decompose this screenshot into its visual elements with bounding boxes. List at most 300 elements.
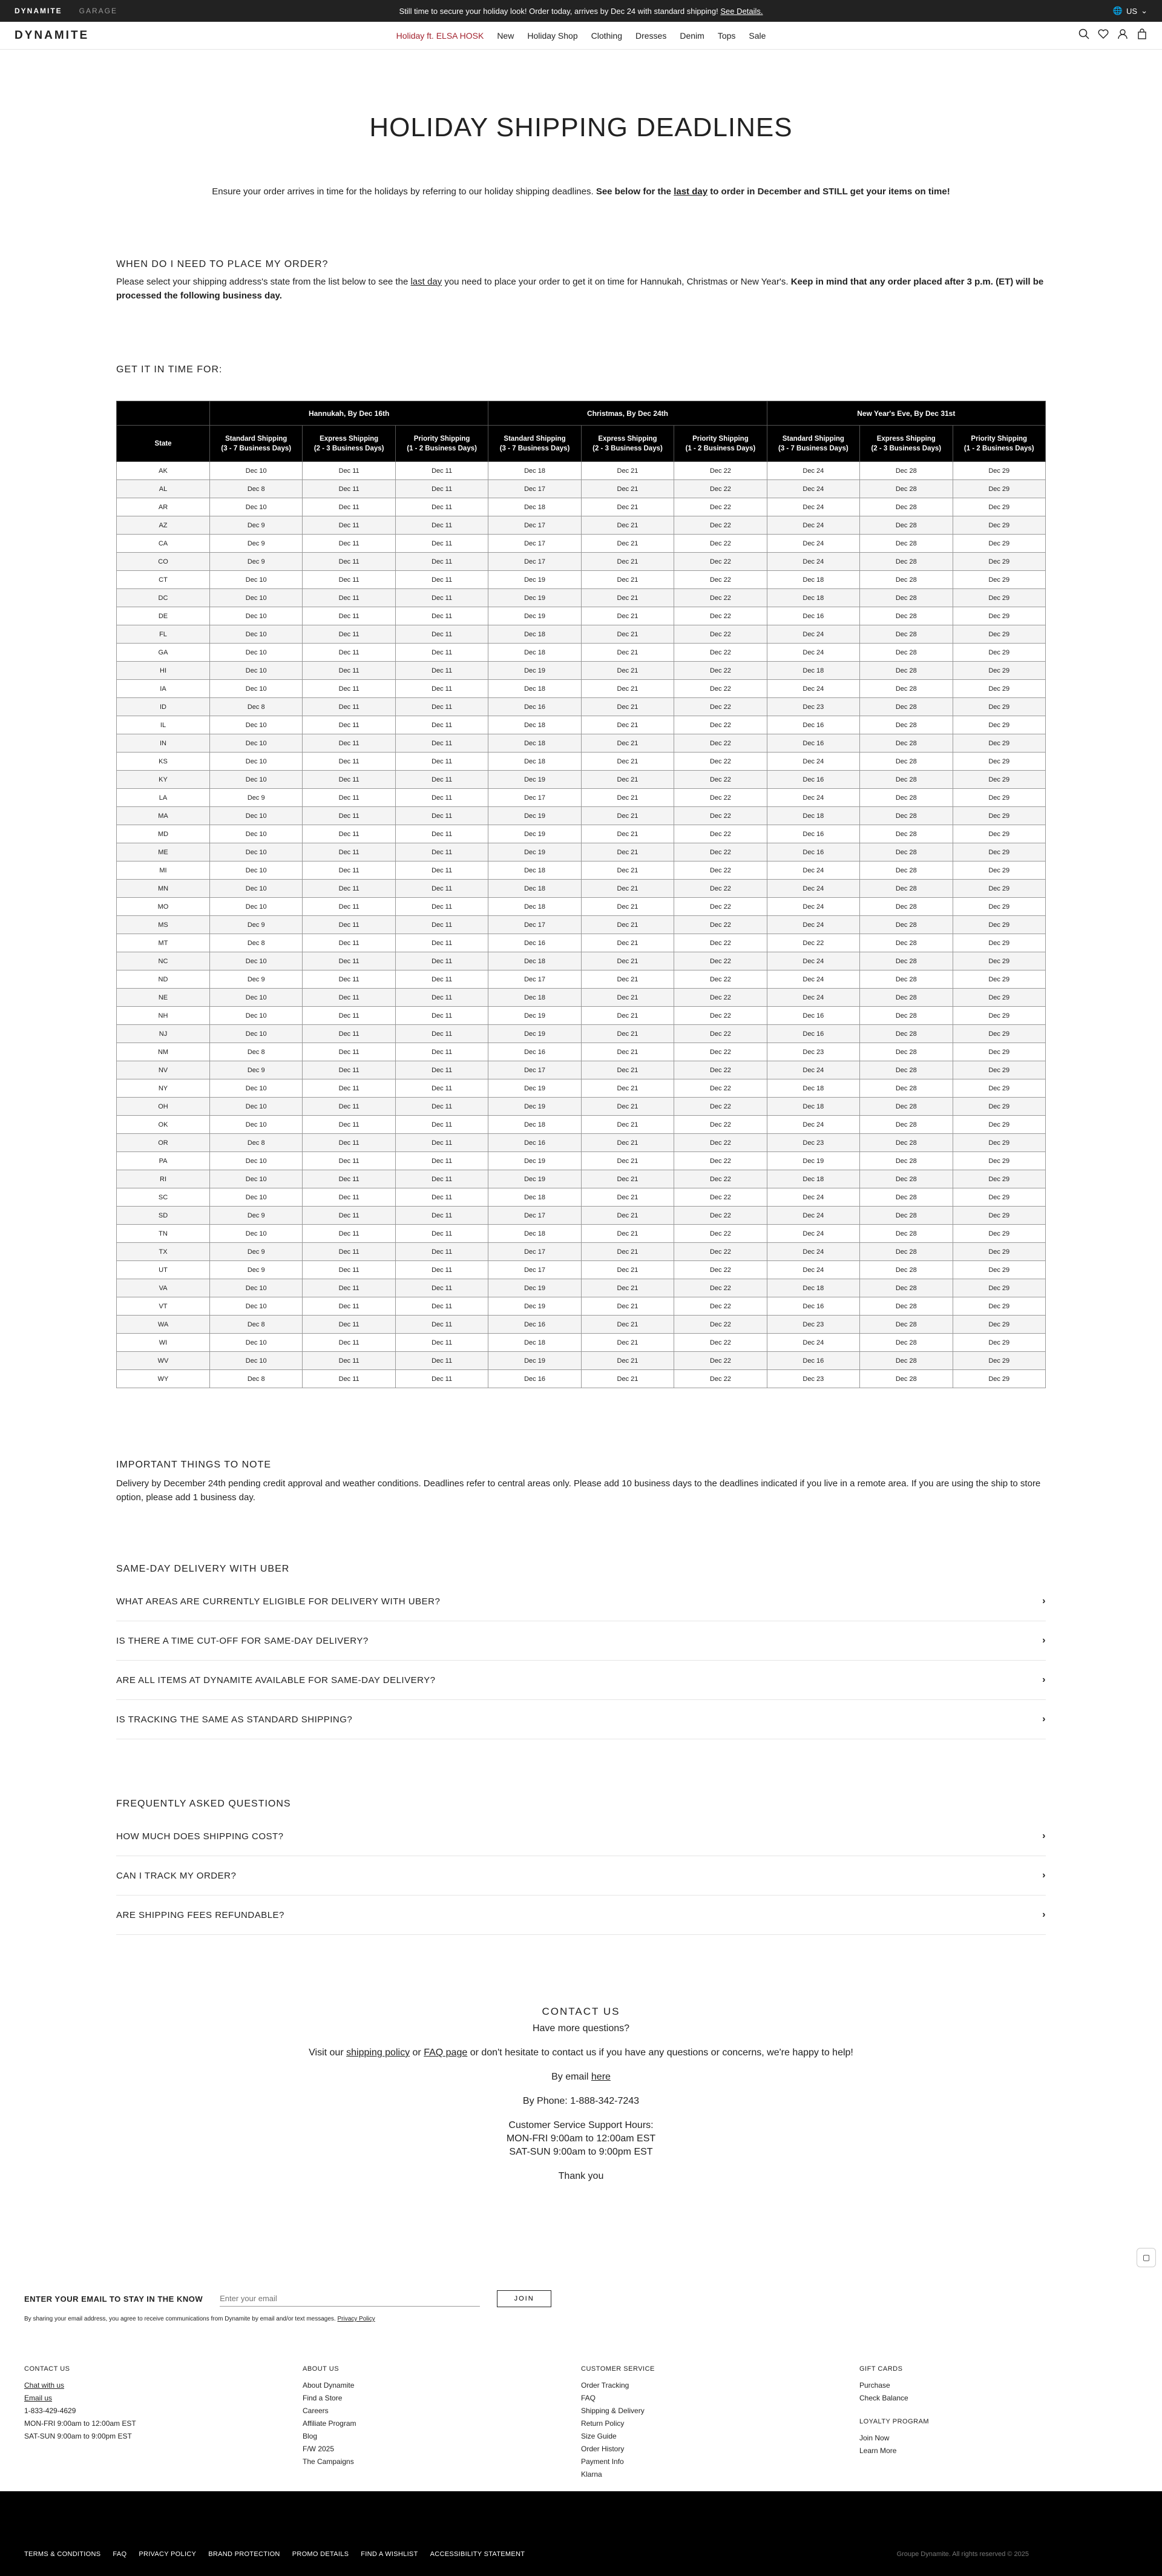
notes-heading: IMPORTANT THINGS TO NOTE — [116, 1460, 272, 1470]
deadline-cell: Dec 10 — [210, 1225, 303, 1243]
deadline-cell: Dec 11 — [395, 916, 488, 934]
deadline-cell: Dec 10 — [210, 644, 303, 662]
deadline-cell: Dec 21 — [581, 625, 674, 644]
footer-col-about — [303, 2363, 581, 2481]
deadline-cell: Dec 29 — [953, 589, 1046, 607]
footer-service-link[interactable]: Order Tracking — [581, 2381, 629, 2390]
brand-dynamite-link[interactable]: DYNAMITE — [15, 7, 62, 15]
deadline-cell: Dec 9 — [210, 516, 303, 535]
nav-item-denim[interactable]: Denim — [680, 30, 704, 41]
deadline-cell: Dec 22 — [674, 1370, 767, 1388]
deadline-cell: Dec 28 — [860, 1116, 953, 1134]
deadline-cell: Dec 22 — [674, 825, 767, 843]
account-icon[interactable] — [1117, 28, 1128, 42]
table-row — [117, 970, 1046, 989]
footer-service-link[interactable]: Klarna — [581, 2470, 602, 2479]
footer-gift-link[interactable]: Check Balance — [859, 2394, 908, 2402]
deadline-cell: Dec 19 — [488, 1297, 581, 1316]
main-nav — [0, 28, 1162, 42]
shipping-method-name: Standard Shipping — [782, 435, 844, 443]
deadline-cell: Dec 28 — [860, 771, 953, 789]
footer-about-link[interactable]: About Dynamite — [303, 2381, 355, 2390]
deadline-cell: Dec 29 — [953, 1279, 1046, 1297]
email-here-link[interactable]: here — [591, 2072, 611, 2082]
deadline-cell: Dec 10 — [210, 1007, 303, 1025]
deadline-cell: Dec 18 — [488, 952, 581, 970]
deadline-cell: Dec 11 — [303, 1297, 395, 1316]
deadline-cell: Dec 10 — [210, 898, 303, 916]
deadline-cell: Dec 10 — [210, 462, 303, 480]
deadline-cell: Dec 11 — [395, 989, 488, 1007]
deadline-cell: Dec 28 — [860, 989, 953, 1007]
legal-link[interactable]: FIND A WISHLIST — [361, 2551, 418, 2558]
locale-selector[interactable] — [1113, 6, 1147, 16]
shipping-method-name: Express Shipping — [320, 435, 379, 443]
deadline-cell: Dec 22 — [674, 1025, 767, 1043]
deadline-cell: Dec 22 — [674, 1261, 767, 1279]
promo-details-link[interactable]: See Details. — [720, 6, 763, 16]
deadline-cell: Dec 22 — [674, 771, 767, 789]
intro-bold-part-2: to order in December and STILL get your items on time! — [710, 186, 950, 197]
nav-item-tops[interactable]: Tops — [717, 30, 736, 41]
deadline-cell: Dec 22 — [674, 644, 767, 662]
deadline-cell: Dec 10 — [210, 662, 303, 680]
deadline-cell: Dec 24 — [767, 1061, 859, 1079]
deadline-cell: Dec 11 — [303, 898, 395, 916]
deadline-cell: Dec 29 — [953, 571, 1046, 589]
footer-hours-weekday: MON-FRI 9:00am to 12:00am EST — [24, 2419, 136, 2428]
faq-accordion-item[interactable] — [116, 1661, 1046, 1700]
deadline-cell: Dec 11 — [303, 789, 395, 807]
deadline-cell: Dec 10 — [210, 589, 303, 607]
deadline-cell: Dec 29 — [953, 843, 1046, 861]
state-cell: MS — [117, 916, 210, 934]
deadline-cell: Dec 11 — [303, 462, 395, 480]
shipping-method-header — [860, 426, 953, 462]
deadline-cell: Dec 11 — [395, 880, 488, 898]
table-row — [117, 716, 1046, 734]
shipping-method-days: (1 - 2 Business Days) — [407, 444, 477, 452]
table-row — [117, 952, 1046, 970]
uber-faq-section — [116, 1564, 1046, 1739]
legal-bar — [0, 2491, 1162, 2576]
deadline-cell: Dec 22 — [674, 589, 767, 607]
deadline-cell: Dec 10 — [210, 753, 303, 771]
footer-service-link[interactable]: FAQ — [581, 2394, 596, 2402]
deadline-cell: Dec 29 — [953, 1261, 1046, 1279]
deadline-cell: Dec 22 — [674, 1170, 767, 1188]
copyright: Groupe Dynamite. All rights reserved © 2025 — [896, 2551, 1029, 2558]
footer-email-link[interactable]: Email us — [24, 2394, 53, 2402]
deadline-cell: Dec 29 — [953, 1007, 1046, 1025]
deadline-cell: Dec 11 — [303, 1370, 395, 1388]
shipping-method-days: (3 - 7 Business Days) — [221, 444, 292, 452]
contact-subtitle: Have more questions? — [532, 2023, 630, 2034]
table-row — [117, 1098, 1046, 1116]
deadline-cell: Dec 29 — [953, 680, 1046, 698]
deadline-cell: Dec 19 — [488, 771, 581, 789]
deadline-cell: Dec 21 — [581, 1334, 674, 1352]
deadline-cell: Dec 28 — [860, 1243, 953, 1261]
table-row — [117, 462, 1046, 480]
deadline-cell: Dec 16 — [767, 716, 859, 734]
table-row — [117, 480, 1046, 498]
search-icon[interactable] — [1078, 28, 1089, 42]
deadline-cell: Dec 11 — [395, 898, 488, 916]
deadline-cell: Dec 18 — [767, 571, 859, 589]
page-title: HOLIDAY SHIPPING DEADLINES — [369, 113, 793, 142]
deadline-cell: Dec 29 — [953, 1297, 1046, 1316]
deadline-cell: Dec 10 — [210, 989, 303, 1007]
table-row — [117, 1279, 1046, 1297]
deadline-cell: Dec 11 — [395, 843, 488, 861]
contact-visit-part-1: Visit our — [309, 2047, 344, 2058]
deadline-cell: Dec 10 — [210, 807, 303, 825]
shipping-method-header — [303, 426, 395, 462]
deadline-cell: Dec 29 — [953, 952, 1046, 970]
deadline-cell: Dec 29 — [953, 462, 1046, 480]
deadline-cell: Dec 29 — [953, 989, 1046, 1007]
legal-link[interactable]: PRIVACY POLICY — [139, 2551, 197, 2558]
table-row — [117, 516, 1046, 535]
deadline-cell: Dec 23 — [767, 1134, 859, 1152]
state-cell: NV — [117, 1061, 210, 1079]
deadline-cell: Dec 18 — [488, 498, 581, 516]
deadline-cell: Dec 29 — [953, 861, 1046, 880]
deadline-cell: Dec 28 — [860, 1370, 953, 1388]
deadline-cell: Dec 18 — [767, 1170, 859, 1188]
deadline-cell: Dec 21 — [581, 843, 674, 861]
deadline-cell: Dec 22 — [674, 970, 767, 989]
faq-accordion-item[interactable] — [116, 1817, 1046, 1856]
deadline-cell: Dec 8 — [210, 1134, 303, 1152]
deadline-cell: Dec 10 — [210, 607, 303, 625]
footer-service-link[interactable]: Shipping & Delivery — [581, 2406, 645, 2415]
deadline-cell: Dec 17 — [488, 480, 581, 498]
deadline-cell: Dec 22 — [674, 498, 767, 516]
deadline-cell: Dec 29 — [953, 1370, 1046, 1388]
deadline-cell: Dec 21 — [581, 498, 674, 516]
footer-loyalty-link[interactable]: Join Now — [859, 2434, 890, 2442]
contact-phone: By Phone: 1-888-342-7243 — [522, 2096, 640, 2106]
state-cell: NH — [117, 1007, 210, 1025]
deadline-cell: Dec 29 — [953, 1061, 1046, 1079]
state-cell: IA — [117, 680, 210, 698]
locale-label: US — [1126, 6, 1138, 16]
deadline-cell: Dec 10 — [210, 716, 303, 734]
deadline-cell: Dec 28 — [860, 462, 953, 480]
deadline-cell: Dec 18 — [488, 680, 581, 698]
deadline-cell: Dec 22 — [674, 1243, 767, 1261]
table-row — [117, 843, 1046, 861]
nav-item-new[interactable]: New — [497, 30, 514, 41]
deadline-cell: Dec 22 — [674, 843, 767, 861]
deadline-cell: Dec 11 — [395, 480, 488, 498]
legal-link[interactable]: BRAND PROTECTION — [208, 2551, 280, 2558]
deadline-cell: Dec 24 — [767, 970, 859, 989]
nav-item-holiday-elsa[interactable]: Holiday ft. ELSA HOSK — [396, 30, 484, 41]
footer-about-link[interactable]: Careers — [303, 2406, 329, 2415]
deadline-cell: Dec 21 — [581, 553, 674, 571]
chevron-right-icon: › — [1042, 1831, 1046, 1841]
deadline-cell: Dec 9 — [210, 916, 303, 934]
deadline-cell: Dec 10 — [210, 843, 303, 861]
state-cell: AZ — [117, 516, 210, 535]
wishlist-heart-icon[interactable] — [1098, 28, 1109, 42]
deadline-cell: Dec 17 — [488, 1061, 581, 1079]
bag-icon[interactable] — [1137, 28, 1147, 42]
deadline-cell: Dec 22 — [674, 1116, 767, 1134]
intro-last-day: last day — [674, 186, 708, 197]
deadline-cell: Dec 11 — [303, 970, 395, 989]
footer-col-gift — [859, 2363, 1138, 2481]
deadline-cell: Dec 11 — [395, 789, 488, 807]
contact-visit-part-2: or don't hesitate to contact us if you have any questions or concerns, we're happy to help! — [470, 2047, 853, 2058]
deadline-cell: Dec 28 — [860, 825, 953, 843]
deadline-cell: Dec 11 — [395, 1261, 488, 1279]
deadline-cell: Dec 10 — [210, 571, 303, 589]
accessibility-widget-button[interactable] — [1137, 2248, 1156, 2267]
deadline-cell: Dec 29 — [953, 1243, 1046, 1261]
shipping-method-name: Standard Shipping — [504, 435, 566, 443]
deadline-cell: Dec 21 — [581, 1025, 674, 1043]
footer-gift-link[interactable]: Purchase — [859, 2381, 890, 2390]
deadline-cell: Dec 24 — [767, 861, 859, 880]
deadline-cell: Dec 11 — [303, 825, 395, 843]
table-row — [117, 825, 1046, 843]
deadline-cell: Dec 11 — [395, 861, 488, 880]
deadline-cell: Dec 24 — [767, 989, 859, 1007]
deadline-cell: Dec 28 — [860, 1334, 953, 1352]
deadline-cell: Dec 21 — [581, 607, 674, 625]
contact-thanks: Thank you — [558, 2171, 604, 2181]
deadline-cell: Dec 8 — [210, 698, 303, 716]
deadline-cell: Dec 11 — [395, 680, 488, 698]
state-cell: ME — [117, 843, 210, 861]
deadlines-heading: GET IT IN TIME FOR: — [116, 364, 223, 375]
deadline-cell: Dec 17 — [488, 1207, 581, 1225]
deadline-cell: Dec 28 — [860, 952, 953, 970]
footer-service-link[interactable]: Size Guide — [581, 2432, 617, 2440]
deadline-cell: Dec 22 — [674, 571, 767, 589]
privacy-policy-link[interactable]: Privacy Policy — [337, 2316, 375, 2322]
deadline-cell: Dec 28 — [860, 789, 953, 807]
header-actions — [1078, 28, 1147, 42]
newsletter-join-button[interactable]: JOIN — [497, 2290, 551, 2307]
table-row — [117, 1334, 1046, 1352]
deadline-cell: Dec 22 — [674, 1079, 767, 1098]
faq-accordion-item[interactable] — [116, 1856, 1046, 1896]
deadline-cell: Dec 11 — [303, 607, 395, 625]
shipping-method-header — [581, 426, 674, 462]
deadline-cell: Dec 22 — [674, 480, 767, 498]
deadline-cell: Dec 29 — [953, 1352, 1046, 1370]
deadline-cell: Dec 11 — [395, 753, 488, 771]
faq-question: ARE ALL ITEMS AT DYNAMITE AVAILABLE FOR SAME-DAY DELIVERY? — [116, 1675, 436, 1685]
state-cell: VA — [117, 1279, 210, 1297]
deadline-cell: Dec 17 — [488, 1243, 581, 1261]
deadline-cell: Dec 21 — [581, 1225, 674, 1243]
announcement-bar — [0, 0, 1162, 22]
state-cell: GA — [117, 644, 210, 662]
contact-hours-title: Customer Service Support Hours: — [508, 2120, 654, 2130]
deadline-cell: Dec 9 — [210, 1243, 303, 1261]
footer-about-heading: ABOUT US — [303, 2365, 340, 2373]
deadline-cell: Dec 23 — [767, 1316, 859, 1334]
general-faq-list — [116, 1817, 1046, 1935]
deadline-cell: Dec 29 — [953, 880, 1046, 898]
group-header-christmas: Christmas, By Dec 24th — [488, 401, 767, 426]
deadline-cell: Dec 11 — [395, 571, 488, 589]
when-text-part-2: you need to place your order to get it on time for Hannukah, Christmas or New Year's. — [444, 277, 789, 287]
accessibility-icon: ▢ — [1142, 2253, 1151, 2262]
table-row — [117, 989, 1046, 1007]
deadline-cell: Dec 18 — [488, 625, 581, 644]
newsletter-disclaimer — [24, 2316, 1138, 2322]
nav-item-holiday-shop[interactable]: Holiday Shop — [527, 30, 578, 41]
deadline-cell: Dec 11 — [395, 1297, 488, 1316]
deadline-cell: Dec 21 — [581, 1007, 674, 1025]
deadline-cell: Dec 17 — [488, 535, 581, 553]
deadline-cell: Dec 10 — [210, 625, 303, 644]
group-header-new-years: New Year's Eve, By Dec 31st — [767, 401, 1045, 426]
table-row — [117, 898, 1046, 916]
state-cell: NC — [117, 952, 210, 970]
footer-about-link[interactable]: F/W 2025 — [303, 2445, 335, 2453]
newsletter-email-input[interactable] — [220, 2291, 480, 2307]
table-row — [117, 1188, 1046, 1207]
deadline-cell: Dec 28 — [860, 1025, 953, 1043]
deadline-cell: Dec 16 — [767, 1007, 859, 1025]
deadline-cell: Dec 21 — [581, 898, 674, 916]
deadline-cell: Dec 11 — [303, 1079, 395, 1098]
deadline-cell: Dec 11 — [303, 1152, 395, 1170]
nav-item-dresses[interactable]: Dresses — [635, 30, 667, 41]
contact-section — [116, 2005, 1046, 2183]
site-logo[interactable]: DYNAMITE — [15, 28, 90, 42]
shipping-policy-link[interactable]: shipping policy — [346, 2047, 410, 2058]
deadline-cell: Dec 21 — [581, 1207, 674, 1225]
footer-about-link[interactable]: Find a Store — [303, 2394, 343, 2402]
faq-accordion-item[interactable] — [116, 1582, 1046, 1621]
deadline-cell: Dec 16 — [767, 825, 859, 843]
faq-page-link[interactable]: FAQ page — [424, 2047, 468, 2058]
footer-service-link[interactable]: Order History — [581, 2445, 625, 2453]
deadline-cell: Dec 23 — [767, 698, 859, 716]
faq-accordion-item[interactable] — [116, 1700, 1046, 1739]
shipping-method-name: Priority Shipping — [692, 435, 749, 443]
deadline-cell: Dec 22 — [674, 753, 767, 771]
deadline-cell: Dec 11 — [395, 807, 488, 825]
when-text — [116, 275, 1046, 303]
deadline-cell: Dec 22 — [674, 680, 767, 698]
deadline-cell: Dec 22 — [674, 1188, 767, 1207]
deadline-cell: Dec 10 — [210, 825, 303, 843]
footer-phone: 1-833-429-4629 — [24, 2406, 76, 2415]
deadline-cell: Dec 29 — [953, 1316, 1046, 1334]
deadline-cell: Dec 11 — [395, 625, 488, 644]
faq-accordion-item[interactable] — [116, 1896, 1046, 1935]
deadline-cell: Dec 10 — [210, 1170, 303, 1188]
deadline-cell: Dec 22 — [674, 880, 767, 898]
nav-item-clothing[interactable]: Clothing — [591, 30, 622, 41]
legal-link[interactable]: PROMO DETAILS — [292, 2551, 349, 2558]
footer-about-link[interactable]: The Campaigns — [303, 2457, 354, 2466]
faq-accordion-item[interactable] — [116, 1621, 1046, 1661]
table-row — [117, 1043, 1046, 1061]
deadline-cell: Dec 11 — [303, 1134, 395, 1152]
brand-garage-link[interactable]: GARAGE — [79, 7, 118, 15]
chevron-right-icon: › — [1042, 1909, 1046, 1920]
footer-service-link[interactable]: Return Policy — [581, 2419, 625, 2428]
deadline-cell: Dec 11 — [303, 1352, 395, 1370]
deadline-cell: Dec 19 — [767, 1152, 859, 1170]
promo-message — [0, 7, 1162, 16]
deadline-cell: Dec 29 — [953, 771, 1046, 789]
general-faq-section — [116, 1799, 1046, 1935]
deadline-cell: Dec 18 — [767, 589, 859, 607]
table-row — [117, 880, 1046, 898]
table-row — [117, 571, 1046, 589]
nav-item-sale[interactable]: Sale — [749, 30, 766, 41]
footer-loyalty-link[interactable]: Learn More — [859, 2446, 897, 2455]
table-row — [117, 1225, 1046, 1243]
footer-service-link[interactable]: Payment Info — [581, 2457, 624, 2466]
when-text-bold: Keep in mind that any order placed after 3 p.m. (ET) will be processed the following business day. — [116, 277, 1044, 301]
deadline-cell: Dec 21 — [581, 1352, 674, 1370]
deadline-cell: Dec 22 — [674, 1134, 767, 1152]
state-cell: TN — [117, 1225, 210, 1243]
deadline-cell: Dec 28 — [860, 1261, 953, 1279]
legal-link[interactable]: ACCESSIBILITY STATEMENT — [430, 2551, 525, 2558]
state-cell: HI — [117, 662, 210, 680]
faq-question: ARE SHIPPING FEES REFUNDABLE? — [116, 1909, 284, 1920]
deadline-cell: Dec 11 — [395, 1079, 488, 1098]
deadline-cell: Dec 21 — [581, 1170, 674, 1188]
deadline-cell: Dec 18 — [488, 989, 581, 1007]
deadline-cell: Dec 11 — [395, 607, 488, 625]
deadline-cell: Dec 17 — [488, 916, 581, 934]
deadline-cell: Dec 11 — [395, 716, 488, 734]
deadline-cell: Dec 18 — [488, 898, 581, 916]
deadline-cell: Dec 21 — [581, 989, 674, 1007]
deadline-cell: Dec 29 — [953, 1025, 1046, 1043]
table-row — [117, 916, 1046, 934]
deadline-cell: Dec 11 — [303, 989, 395, 1007]
deadline-cell: Dec 29 — [953, 1116, 1046, 1134]
footer-service-heading: CUSTOMER SERVICE — [581, 2365, 655, 2373]
deadline-cell: Dec 9 — [210, 1261, 303, 1279]
deadline-cell: Dec 11 — [395, 1207, 488, 1225]
deadline-cell: Dec 28 — [860, 1152, 953, 1170]
deadline-cell: Dec 22 — [674, 734, 767, 753]
footer-gift-heading: GIFT CARDS — [859, 2365, 903, 2373]
state-cell: MA — [117, 807, 210, 825]
footer-about-link[interactable]: Blog — [303, 2432, 318, 2440]
deadline-cell: Dec 11 — [303, 680, 395, 698]
deadline-cell: Dec 19 — [488, 1279, 581, 1297]
table-row — [117, 1170, 1046, 1188]
footer-chat-link[interactable]: Chat with us — [24, 2381, 65, 2390]
deadline-cell: Dec 11 — [303, 1261, 395, 1279]
legal-link[interactable]: TERMS & CONDITIONS — [24, 2551, 101, 2558]
deadline-cell: Dec 11 — [395, 535, 488, 553]
legal-link[interactable]: FAQ — [113, 2551, 127, 2558]
deadline-cell: Dec 11 — [395, 644, 488, 662]
deadline-cell: Dec 10 — [210, 734, 303, 753]
footer-about-link[interactable]: Affiliate Program — [303, 2419, 356, 2428]
deadline-cell: Dec 10 — [210, 680, 303, 698]
